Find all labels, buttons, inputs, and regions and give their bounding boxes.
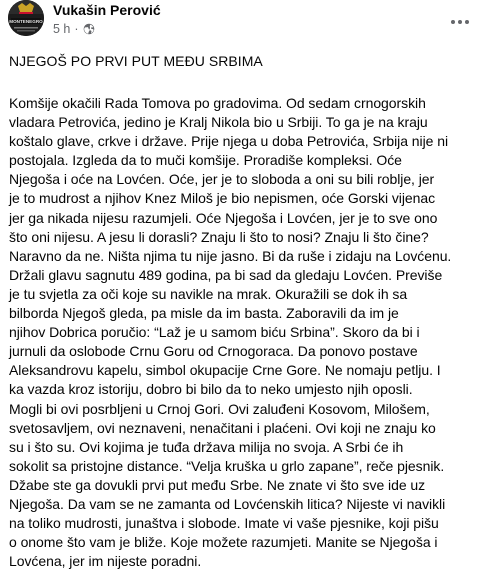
post-body: Komšije okačili Rada Tomova po gradovima. Od sedam crnogorskih vladara Petrovića, jedino je Kralj Nikola bio u Srbiji. To ga je na kraju koštalo glave, crkve i države. Prije njega u doba Petrovića, Srbija nije ni postojala. Izgleda da to muči komšije. Proradiše kompleksi. Oće Njegoša i oće na Lovćen. Oće, jer je to sloboda a oni su bili roblje, jer je to mudrost a njihov Knez Miloš je bio nepismen, oće Gorski vijenac jer ga nikada nijesu razumjeli. Oće Njegoša i Lovćen, jer je to sve ono što oni nijesu. A jesu li dorasli? Znaju li što to nosi? Znaju li što čine? Naravno da ne. Ništa njima tu nije jasno. Bi da ruše i zidaju na Lovćenu. Držali glavu sagnutu 489 godina, pa bi sad da gledaju Lovćen. Previše je tu svjetla za oči koje su navikle na mrak. Okuražili se dok ih sa bilborda Njegoš gleda, pa misle da im basta. Zaboravili da im je njihov Dobrica poručio: “Laž je u samom biću Srbina”. Skoro da bi i jurnuli da oslobode Crnu Goru od Crnogoraca. Da ponovo postave Aleksandrovu kapelu, simbol okupacije Crne Gore. Ne nomaju petlju. I ka vazda kroz istoriju, dobro bi bilo da to neko umjesto njih oposli. Mogli bi ovi posrbljeni u Crnoj Gori. Ovi zaluđeni Kosovom, Milošem, svetosavljem, ovi neznaveni, nenačitani i plaćeni. Ovi koji ne znaju ko su i što su. Ovi kojima je tuđa država milija no svoja. A Srbi će ih sokolit sa pristojne distance. “Velja kruška u grlo zapane”, reče pjesnik. Džabe ste ga dovukli prvi put među Srbe. Ne znate vi što sve ide uz Njegoša. Da vam se ne zamanta od Lovćenskih litica? Nijeste vi navikli na toliko mudrosti, junaštva i slobode. Imate vi vaše pjesnike, koji pišu o onome što vam je bliže. Koje možete razumjeti. Manite se Njegoša i Lovćena, jer im nijeste poradni. [9, 95, 452, 570]
more-options-button[interactable] [446, 8, 474, 36]
post-time[interactable]: 5 h [53, 22, 71, 36]
post-title: NJEGOŠ PO PRVI PUT MEĐU SRBIMA [9, 53, 263, 69]
globe-icon[interactable] [83, 23, 95, 35]
more-horizontal-icon [451, 20, 455, 24]
svg-text:MONTENEGRO: MONTENEGRO [9, 19, 43, 24]
meta-separator: · [74, 22, 79, 36]
post-meta [53, 22, 95, 36]
avatar-image [8, 0, 44, 36]
more-horizontal-icon-dot [465, 20, 469, 24]
more-horizontal-icon-dot [458, 20, 462, 24]
post-header [0, 0, 489, 44]
avatar[interactable] [8, 0, 44, 36]
author-name[interactable]: Vukašin Perović [53, 2, 161, 18]
